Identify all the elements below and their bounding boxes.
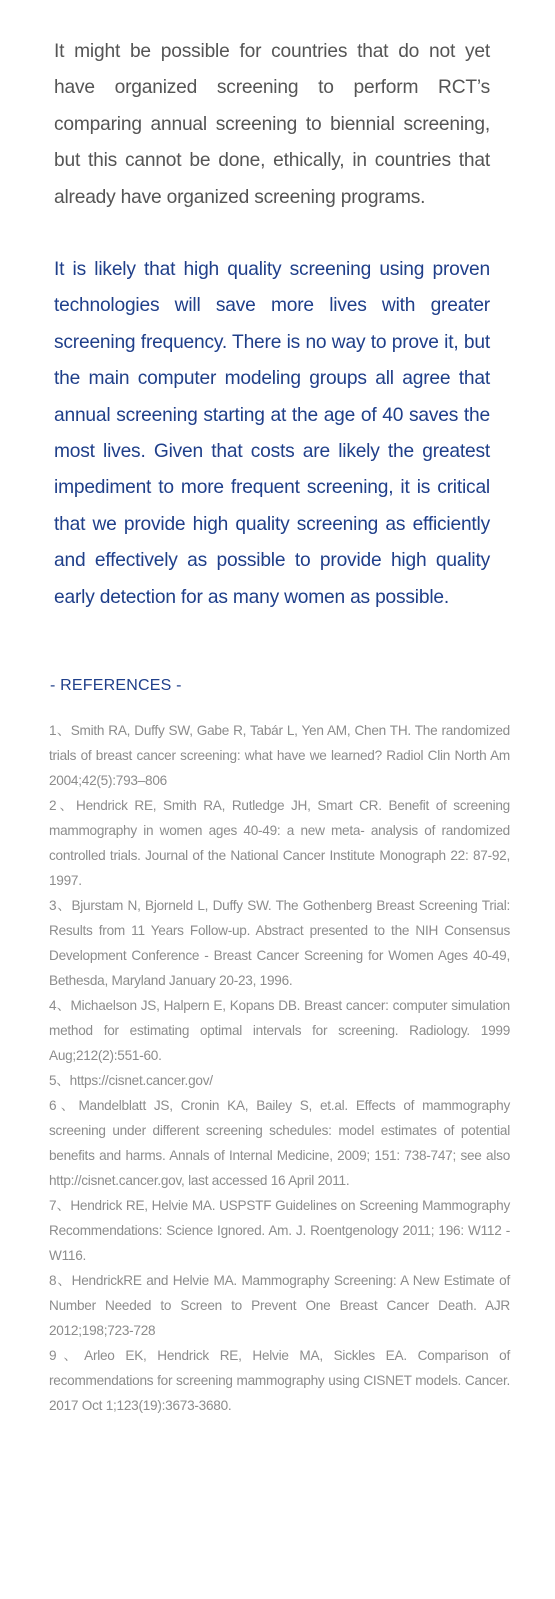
reference-item-5: 5、https://cisnet.cancer.gov/ <box>49 1073 213 1088</box>
reference-item-2: 2、Hendrick RE, Smith RA, Rutledge JH, Smart CR. Benefit of screening mammography in women ages 40-49: a new meta- analysis of randomized controlled trials. Journal of the National Cancer Institute Monograph 22: 87-92, 1997. <box>49 798 510 888</box>
reference-item-3: 3、Bjurstam N, Bjorneld L, Duffy SW. The Gothenberg Breast Screening Trial: Results from 11 Years Follow-up. Abstract presented to the NIH Consensus Development Conference - Breast Cancer Screening for Women Ages 40-49, Bethesda, Maryland January 20-23, 1996. <box>49 898 510 988</box>
reference-item-8: 8、HendrickRE and Helvie MA. Mammography Screening: A New Estimate of Number Needed to Screen to Prevent One Breast Cancer Death. AJR 2012;198;723-728 <box>49 1273 510 1338</box>
body-paragraph-1: It might be possible for countries that do not yet have organized screening to perform RCT’s comparing annual screening to biennial screening, but this cannot be done, ethically, in countries that already have organized screening programs. <box>54 41 490 208</box>
reference-item-7: 7、Hendrick RE, Helvie MA. USPSTF Guidelines on Screening Mammography Recommendations: Science Ignored. Am. J. Roentgenology 2011; 196: W112 - W116. <box>49 1198 510 1263</box>
reference-item-6: 6、Mandelblatt JS, Cronin KA, Bailey S, et.al. Effects of mammography screening under different screening schedules: model estimates of potential benefits and harms. Annals of Internal Medicine, 2009; 151: 738-747; see also http://cisnet.cancer.gov, last accessed 16 April 2011. <box>49 1098 510 1188</box>
references-list <box>49 718 510 1418</box>
references-heading: - REFERENCES - <box>50 677 182 694</box>
reference-item-1: 1、Smith RA, Duffy SW, Gabe R, Tabár L, Yen AM, Chen TH. The randomized trials of breast cancer screening: what have we learned? Radiol Clin North Am 2004;42(5):793–806 <box>49 723 510 788</box>
body-paragraph-2-highlight: It is likely that high quality screening using proven technologies will save more lives with greater screening frequency. There is no way to prove it, but the main computer modeling groups all agree that annual screening starting at the age of 40 saves the most lives. Given that costs are likely the greatest impediment to more frequent screening, it is critical that we provide high quality screening as efficiently and effectively as possible to provide high quality early detection for as many women as possible. <box>54 259 490 608</box>
reference-item-9: 9、Arleo EK, Hendrick RE, Helvie MA, Sickles EA. Comparison of recommendations for screening mammography using CISNET models. Cancer. 2017 Oct 1;123(19):3673-3680. <box>49 1348 510 1413</box>
reference-item-4: 4、Michaelson JS, Halpern E, Kopans DB. Breast cancer: computer simulation method for estimating optimal intervals for screening. Radiology. 1999 Aug;212(2):551-60. <box>49 998 510 1063</box>
